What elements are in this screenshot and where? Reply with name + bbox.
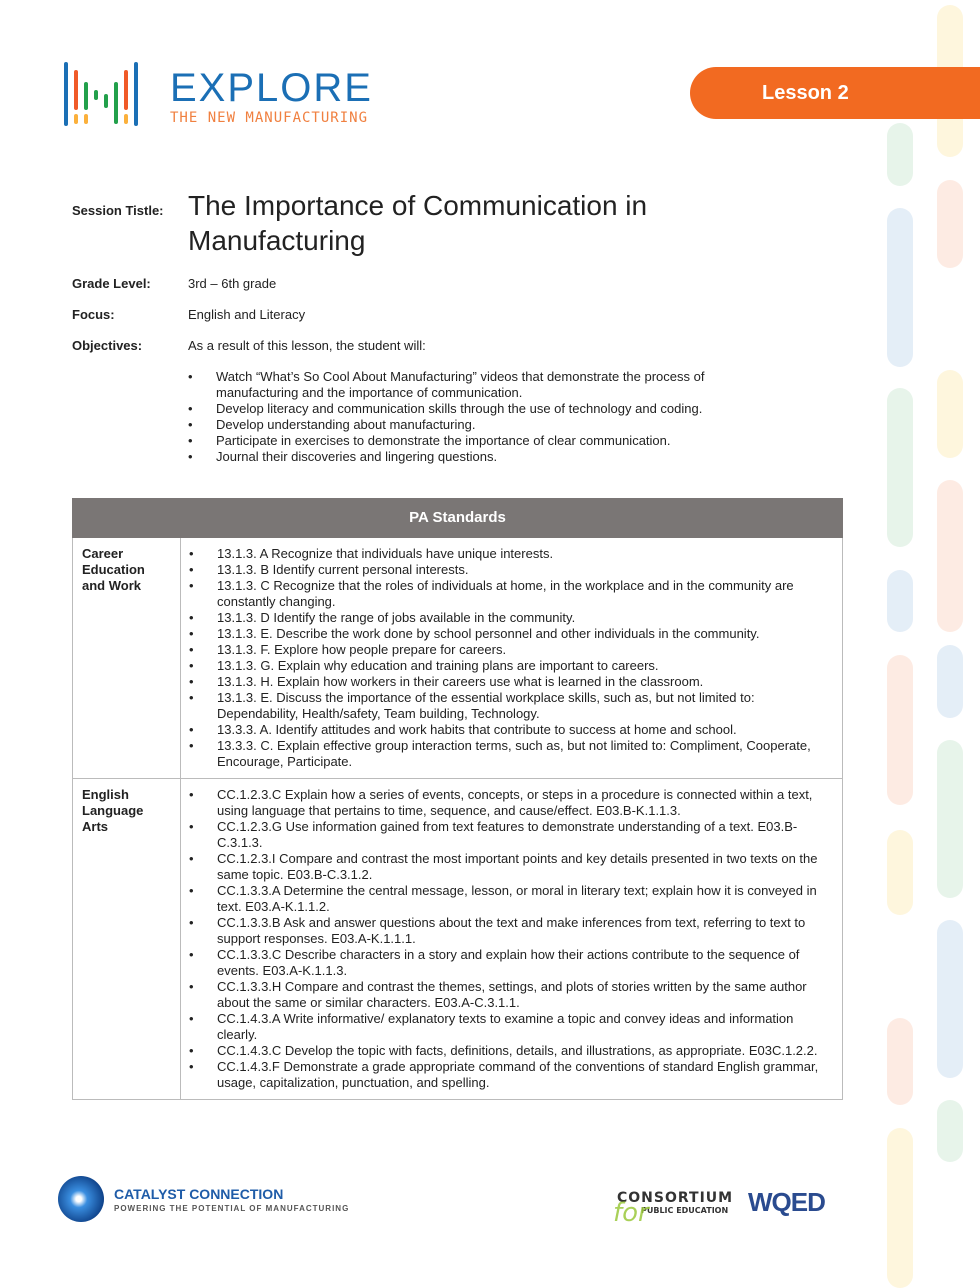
wqed-logo: WQED (748, 1187, 825, 1217)
explore-logo (62, 62, 373, 126)
standard-item: • CC.1.3.3.C Describe characters in a story and explain how their actions contribute to the sequence of events. E03.A-K.1.1.3. (189, 947, 833, 979)
consortium-logo: for CONSORTIUM PUBLIC EDUCATION (613, 1190, 734, 1228)
standards-cell (181, 538, 843, 779)
focus-value: English and Literacy (188, 307, 306, 322)
catalyst-connection-logo: CATALYST CONNECTION POWERING THE POTENTIAL OF MANUFACTURING (58, 1176, 349, 1222)
session-title: The Importance of Communication in Manufacturing (188, 190, 648, 256)
standard-item: • 13.1.3. G. Explain why education and training plans are important to careers. (189, 658, 833, 674)
objective-item: • Watch “What’s So Cool About Manufacturing” videos that demonstrate the process of manufacturing and the importance of communication. (188, 369, 788, 401)
lesson-badge: Lesson 2 (690, 67, 980, 119)
objective-item: • Journal their discoveries and lingering questions. (188, 449, 788, 465)
standards-cell (181, 779, 843, 1100)
objectives-intro: As a result of this lesson, the student will: (188, 338, 426, 353)
standard-item: • CC.1.4.3.F Demonstrate a grade appropriate command of the conventions of standard English grammar, usage, capitalization, punctuation, and spelling. (189, 1059, 833, 1091)
logo-bars-icon (62, 62, 142, 126)
standard-item: • 13.1.3. F. Explore how people prepare for careers. (189, 642, 833, 658)
objectives-label: Objectives: (72, 338, 143, 353)
grade-value: 3rd – 6th grade (188, 276, 277, 291)
focus-label: Focus: (72, 307, 115, 322)
standard-item: • CC.1.2.3.G Use information gained from text features to demonstrate understanding of a text. E03.B-C.3.1.3. (189, 819, 833, 851)
standard-item: • CC.1.2.3.C Explain how a series of events, concepts, or steps in a procedure is connected within a text, using language that pertains to time, sequence, and cause/effect. E03.B-K.1.1.3. (189, 787, 833, 819)
standard-item: • 13.3.3. A. Identify attitudes and work habits that contribute to success at home and school. (189, 722, 833, 738)
category-cell: English Language Arts (73, 779, 181, 1100)
standard-item: • CC.1.4.3.C Develop the topic with facts, definitions, details, and illustrations, as appropriate. E03C.1.2.2. (189, 1043, 833, 1059)
logo-subtitle: THE NEW MANUFACTURING (170, 110, 369, 126)
table-row (73, 538, 843, 779)
objective-item: • Participate in exercises to demonstrate the importance of clear communication. (188, 433, 788, 449)
standard-item: • 13.1.3. C Recognize that the roles of individuals at home, in the workplace and in the community are constantly changing. (189, 578, 833, 610)
standard-item: • 13.1.3. E. Discuss the importance of the essential workplace skills, such as, but not limited to: Dependability, Health/safety, Team building, Technology. (189, 690, 833, 722)
logo-title: EXPLORE (170, 66, 373, 110)
standard-item: • CC.1.4.3.A Write informative/ explanatory texts to examine a topic and convey ideas and information clearly. (189, 1011, 833, 1043)
standard-item: • 13.1.3. H. Explain how workers in their careers use what is learned in the classroom. (189, 674, 833, 690)
standard-item: • CC.1.2.3.I Compare and contrast the most important points and key details presented in two texts on the same topic. E03.B-C.3.1.2. (189, 851, 833, 883)
table-row (73, 779, 843, 1100)
standard-item: • CC.1.3.3.H Compare and contrast the themes, settings, and plots of stories written by the same author about the same or similar characters. E03.A-C.3.1.1. (189, 979, 833, 1011)
grade-label: Grade Level: (72, 276, 151, 291)
standard-item: • 13.3.3. C. Explain effective group interaction terms, such as, but not limited to: Compliment, Cooperate, Encourage, Participate. (189, 738, 833, 770)
category-cell: Career Education and Work (73, 538, 181, 779)
session-label: Session Tistle: (72, 203, 164, 218)
standard-item: • 13.1.3. B Identify current personal interests. (189, 562, 833, 578)
standard-item: • CC.1.3.3.A Determine the central message, lesson, or moral in literary text; explain how it is conveyed in text. E03.A-K.1.1.2. (189, 883, 833, 915)
objective-item: • Develop literacy and communication skills through the use of technology and coding. (188, 401, 788, 417)
pa-standards-table (72, 498, 843, 1100)
standard-item: • 13.1.3. E. Describe the work done by school personnel and other individuals in the community. (189, 626, 833, 642)
objectives-list (188, 369, 788, 465)
objective-item: • Develop understanding about manufacturing. (188, 417, 788, 433)
table-header: PA Standards (73, 499, 843, 538)
standard-item: • CC.1.3.3.B Ask and answer questions about the text and make inferences from text, referring to text to support responses. E03.A-K.1.1.1. (189, 915, 833, 947)
globe-icon (58, 1176, 104, 1222)
standard-item: • 13.1.3. D Identify the range of jobs available in the community. (189, 610, 833, 626)
standard-item: • 13.1.3. A Recognize that individuals have unique interests. (189, 546, 833, 562)
